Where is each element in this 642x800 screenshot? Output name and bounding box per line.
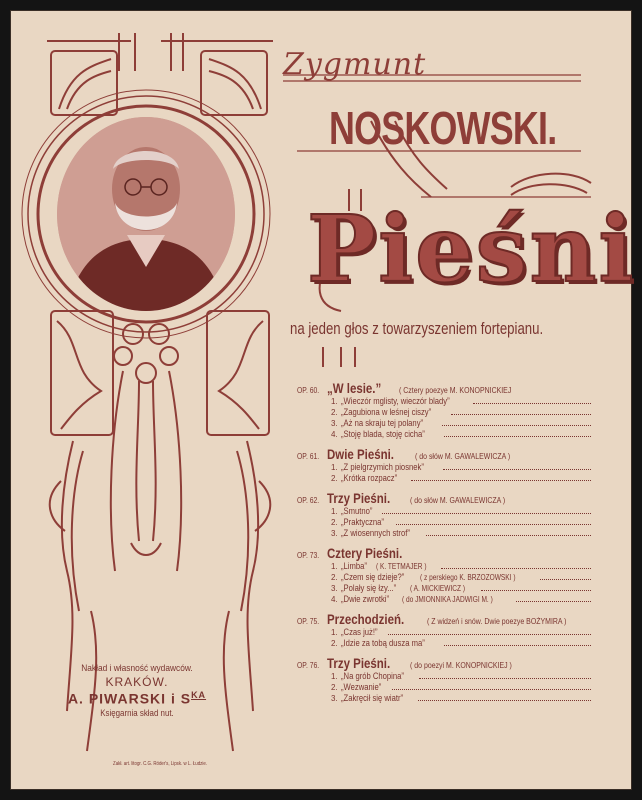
opus-number: OP. 61.: [297, 452, 320, 461]
song-number: 1.: [331, 507, 338, 516]
title-page: [10, 10, 636, 790]
song-number: 2.: [331, 573, 338, 582]
song-number: 3.: [331, 584, 338, 593]
group-note: ( Cztery poezye M. KONOPNICKIEJ: [399, 385, 512, 395]
song-title: „Idzie za tobą dusza ma”: [341, 638, 425, 648]
song-title: „Smutno”: [341, 506, 373, 516]
printer-credit: Zakł. art. litogr. C.G. Röder's, Lipsk. w L. Łudzie.: [113, 761, 208, 767]
song-title: „Czas już!”: [341, 627, 378, 637]
group-title: Dwie Pieśni.: [327, 446, 394, 462]
opus-number: OP. 73.: [297, 551, 320, 560]
song-item: [297, 528, 597, 539]
composer-last-name: NOSKOWSKI.: [329, 102, 557, 154]
song-title: „Aż na skraju tej polany”: [341, 418, 424, 428]
work-subtitle: na jeden głos z towarzyszeniem fortepianu.: [290, 320, 544, 338]
song-title: „Zagubiona w leśnej ciszy”: [341, 407, 432, 417]
song-note: ( do JMIONNIKA JADWIGI M. ): [401, 595, 493, 604]
song-title: „Stoję blada, stoję cicha”: [341, 429, 425, 439]
song-title: „Wieczór mglisty, wieczór blady”: [341, 396, 450, 406]
song-item: [297, 517, 597, 528]
song-title: „Praktyczna”: [341, 517, 384, 527]
composer-portrait: [57, 117, 235, 311]
song-number: 3.: [331, 694, 338, 703]
imprint-ownership: Nakład i własność wydawców.: [81, 663, 193, 674]
group-title: Przechodzień.: [327, 611, 405, 627]
song-item: [297, 594, 597, 605]
song-note: ( K. TETMAJER ): [375, 562, 427, 571]
group-title: „W lesie.”: [327, 380, 382, 396]
toc-group: [297, 446, 597, 484]
toc-group: [297, 380, 597, 440]
song-number: 4.: [331, 595, 338, 604]
group-note: ( Z widzeń i snów. Dwie poezye BOŻYMIRA ): [427, 616, 567, 626]
song-number: 2.: [331, 474, 338, 483]
song-item: [297, 418, 597, 429]
opus-number: OP. 75.: [297, 617, 320, 626]
song-item: [297, 572, 597, 583]
group-note: ( do poezyi M. KONOPNICKIEJ ): [410, 660, 512, 670]
imprint-publisher: [47, 690, 227, 707]
toc-group: [297, 655, 597, 704]
imprint-shop: Księgarnia skład nut.: [100, 707, 174, 718]
song-title: „Polały się łzy...”: [341, 583, 397, 593]
song-number: 1.: [331, 397, 338, 406]
song-title: „Limba”: [341, 561, 367, 571]
song-item: [297, 682, 597, 693]
table-of-contents: [297, 380, 597, 710]
song-item: [297, 627, 597, 638]
song-item: [297, 583, 597, 594]
song-item: [297, 561, 597, 572]
song-item: [297, 638, 597, 649]
imprint-city: KRAKÓW.: [105, 675, 169, 689]
song-item: [297, 396, 597, 407]
song-number: 3.: [331, 529, 338, 538]
song-number: 1.: [331, 562, 338, 571]
song-number: 2.: [331, 408, 338, 417]
opus-number: OP. 62.: [297, 496, 320, 505]
song-number: 1.: [331, 628, 338, 637]
song-item: [297, 506, 597, 517]
toc-group: [297, 611, 597, 649]
toc-group: [297, 545, 597, 605]
song-number: 4.: [331, 430, 338, 439]
song-number: 2.: [331, 639, 338, 648]
song-title: „Z pielgrzymich piosnek”: [341, 462, 424, 472]
song-item: [297, 429, 597, 440]
song-note: ( A. MICKIEWICZ ): [409, 584, 465, 593]
song-number: 1.: [331, 463, 338, 472]
song-note: ( z perskiego K. BRZOZOWSKI ): [419, 573, 516, 582]
group-note: ( do słów M. GAWALEWICZA ): [410, 495, 506, 505]
publisher-name: A. PIWARSKI i S: [67, 690, 192, 707]
song-number: 2.: [331, 518, 338, 527]
group-title: Cztery Pieśni.: [327, 545, 403, 561]
song-item: [297, 462, 597, 473]
group-title: Trzy Pieśni.: [327, 490, 391, 506]
publisher-imprint: [47, 663, 227, 718]
song-title: „Na grób Chopina”: [341, 671, 404, 681]
song-number: 3.: [331, 419, 338, 428]
group-title: Trzy Pieśni.: [327, 655, 391, 671]
composer-first-name: Zygmunt: [283, 47, 427, 82]
song-title: „Z wiosennych strof”: [341, 528, 410, 538]
work-title: Pieśni: [307, 195, 636, 303]
opus-number: OP. 60.: [297, 386, 320, 395]
song-title: „Zakręcił się wiatr”: [341, 693, 404, 703]
song-item: [297, 693, 597, 704]
song-number: 2.: [331, 683, 338, 692]
song-item: [297, 407, 597, 418]
group-note: ( do słów M. GAWALEWICZA ): [414, 451, 510, 461]
song-title: „Czem się dzieje?”: [341, 572, 405, 582]
song-title: „Wezwanie”: [341, 682, 382, 692]
song-number: 1.: [331, 672, 338, 681]
song-title: „Dwie zwrotki”: [341, 594, 390, 604]
song-title: „Krótka rozpacz”: [341, 473, 398, 483]
song-item: [297, 473, 597, 484]
song-item: [297, 671, 597, 682]
opus-number: OP. 76.: [297, 661, 320, 670]
portrait-illustration: [57, 117, 235, 311]
toc-group: [297, 490, 597, 539]
publisher-suffix: KA: [191, 690, 207, 700]
